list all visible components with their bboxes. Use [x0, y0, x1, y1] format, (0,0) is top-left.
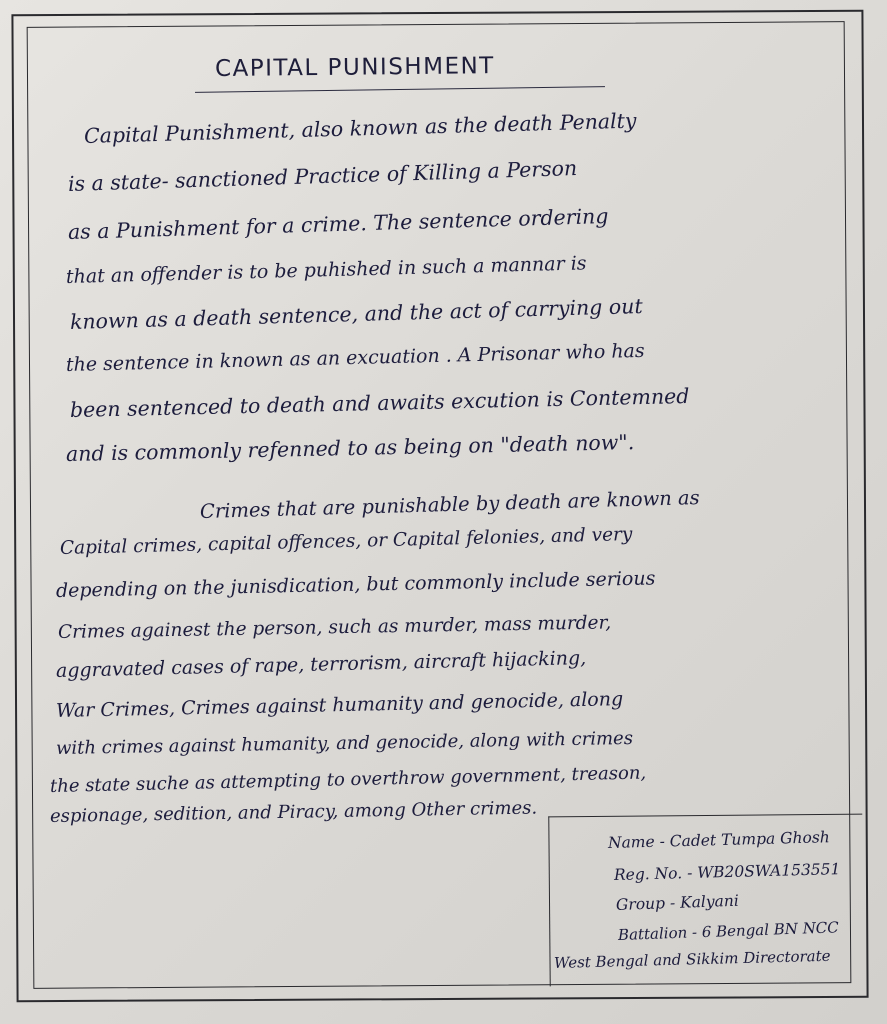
paragraph2-line: the state suche as attempting to overthrow government, treason,	[49, 762, 647, 797]
signature-name: Name - Cadet Tumpa Ghosh	[607, 828, 831, 852]
paragraph1-line: Capital Punishment, also known as the death Penalty	[83, 108, 637, 148]
paragraph2-line: Crimes againest the person, such as murder, mass murder,	[57, 612, 612, 643]
paragraph1-line: the sentence in known as an excuation . A Prisonar who has	[65, 339, 645, 376]
signature-battalion: Battalion - 6 Bengal BN NCC	[617, 918, 840, 944]
paragraph2-line: Capital crimes, capital offences, or Capital felonies, and very	[59, 524, 633, 559]
signature-group: Group - Kalyani	[615, 891, 740, 914]
paragraph1-line: been sentenced to death and awaits excution is Contemned	[69, 383, 690, 422]
paragraph2-line: Crimes that are punishable by death are known as	[199, 486, 700, 523]
paragraph2-line: War Crimes, Crimes against humanity and genocide, along	[55, 688, 624, 722]
paragraph1-line: known as a death sentence, and the act of carrying out	[69, 294, 643, 334]
signature-reg-no: Reg. No. - WB20SWA153551	[613, 860, 841, 884]
page-title: CAPITAL PUNISHMENT	[214, 53, 495, 83]
paragraph2-line: espionage, sedition, and Piracy, among Other crimes.	[49, 797, 538, 827]
paragraph2-line: with crimes against humanity, and genocide, along with crimes	[55, 727, 634, 759]
paragraph1-line: and is commonly refenned to as being on "death now".	[65, 430, 635, 466]
signature-directorate: West Bengal and Sikkim Directorate	[553, 946, 831, 972]
paragraph2-line: aggravated cases of rape, terrorism, aircraft hijacking,	[55, 647, 587, 682]
paragraph1-line: is a state- sanctioned Practice of Killing a Person	[67, 156, 578, 196]
paragraph1-line: as a Punishment for a crime. The sentence ordering	[67, 203, 609, 244]
paragraph1-line: that an offender is to be puhished in such a mannar is	[65, 252, 587, 288]
paragraph2-line: depending on the junisdication, but commonly include serious	[55, 567, 656, 602]
